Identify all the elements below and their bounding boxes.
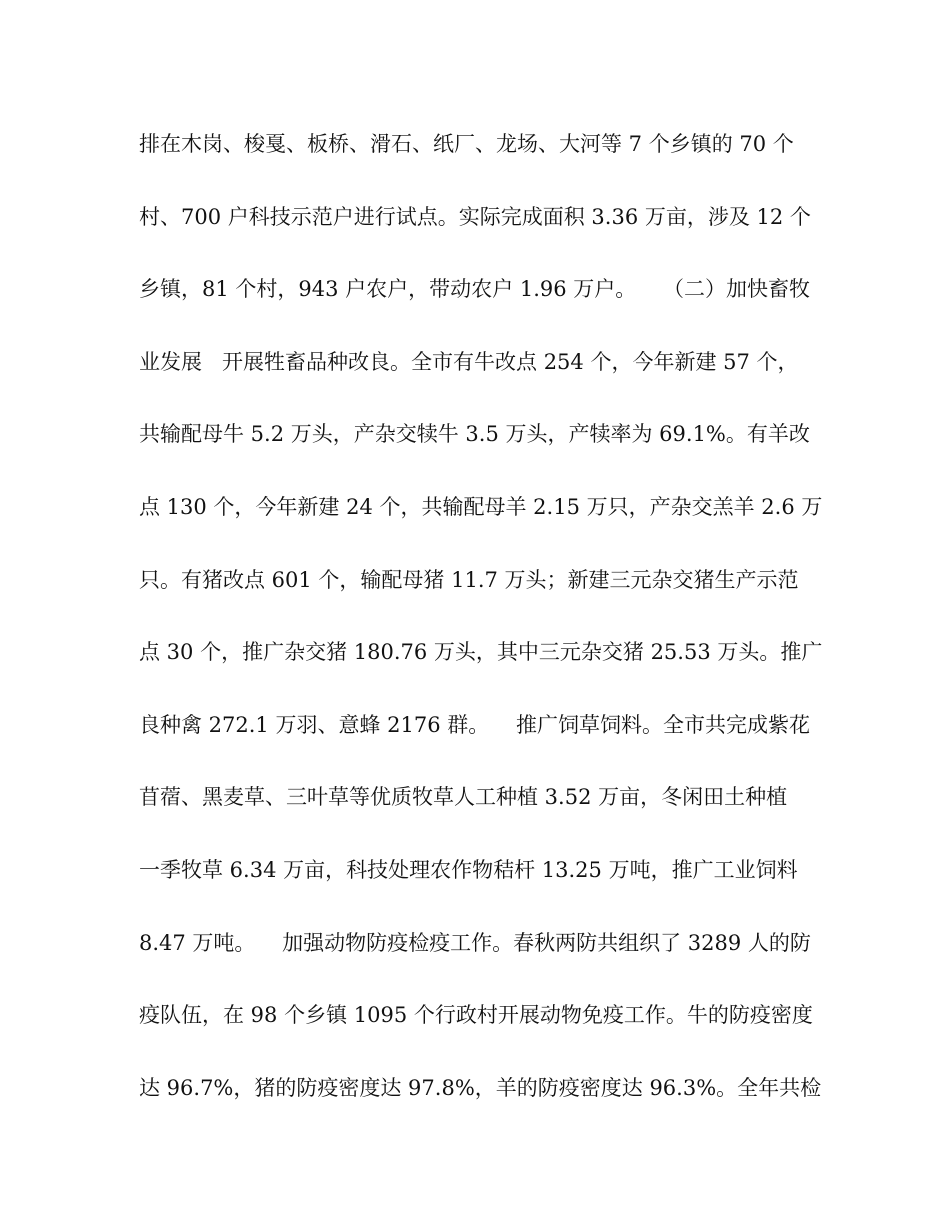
text-line-8: 点 30 个，推广杂交猪 180.76 万头，其中三元杂交猪 25.53 万头。推广 (139, 640, 823, 665)
text-line-12: 8.47 万吨。 加强动物防疫检疫工作。春秋两防共组织了 3289 人的防 (139, 930, 811, 955)
text-line-4: 业发展 开展牲畜品种改良。全市有牛改点 254 个，今年新建 57 个， (139, 349, 799, 374)
text-line-7: 只。有猪改点 601 个，输配母猪 11.7 万头；新建三元杂交猪生产示范 (139, 567, 799, 592)
text-line-2: 村、700 户科技示范户进行试点。实际完成面积 3.36 万亩，涉及 12 个 (139, 204, 811, 229)
text-line-10: 苜蓿、黑麦草、三叶草等优质牧草人工种植 3.52 万亩，冬闲田土种植 (139, 785, 788, 810)
text-line-13: 疫队伍，在 98 个乡镇 1095 个行政村开展动物免疫工作。牛的防疫密度 (139, 1003, 813, 1028)
text-line-1: 排在木岗、梭戛、板桥、滑石、纸厂、龙场、大河等 7 个乡镇的 70 个 (139, 132, 794, 156)
text-line-11: 一季牧草 6.34 万亩，科技处理农作物秸杆 13.25 万吨，推广工业饲料 (139, 857, 798, 882)
text-line-3: 乡镇，81 个村，943 户农户，带动农户 1.96 万户。 （二）加快畜牧 (139, 277, 810, 302)
text-line-6: 点 130 个，今年新建 24 个，共输配母羊 2.15 万只，产杂交羔羊 2.6 万 (139, 494, 823, 519)
text-line-14: 达 96.7%，猪的防疫密度达 97.8%，羊的防疫密度达 96.3%。全年共检 (139, 1075, 822, 1100)
text-line-5: 共输配母牛 5.2 万头，产杂交犊牛 3.5 万头，产犊率为 69.1%。有羊改 (139, 422, 810, 447)
document-body (139, 124, 823, 1140)
text-line-9: 良种禽 272.1 万羽、意蜂 2176 群。 推广饲草饲料。全市共完成紫花 (139, 712, 810, 737)
